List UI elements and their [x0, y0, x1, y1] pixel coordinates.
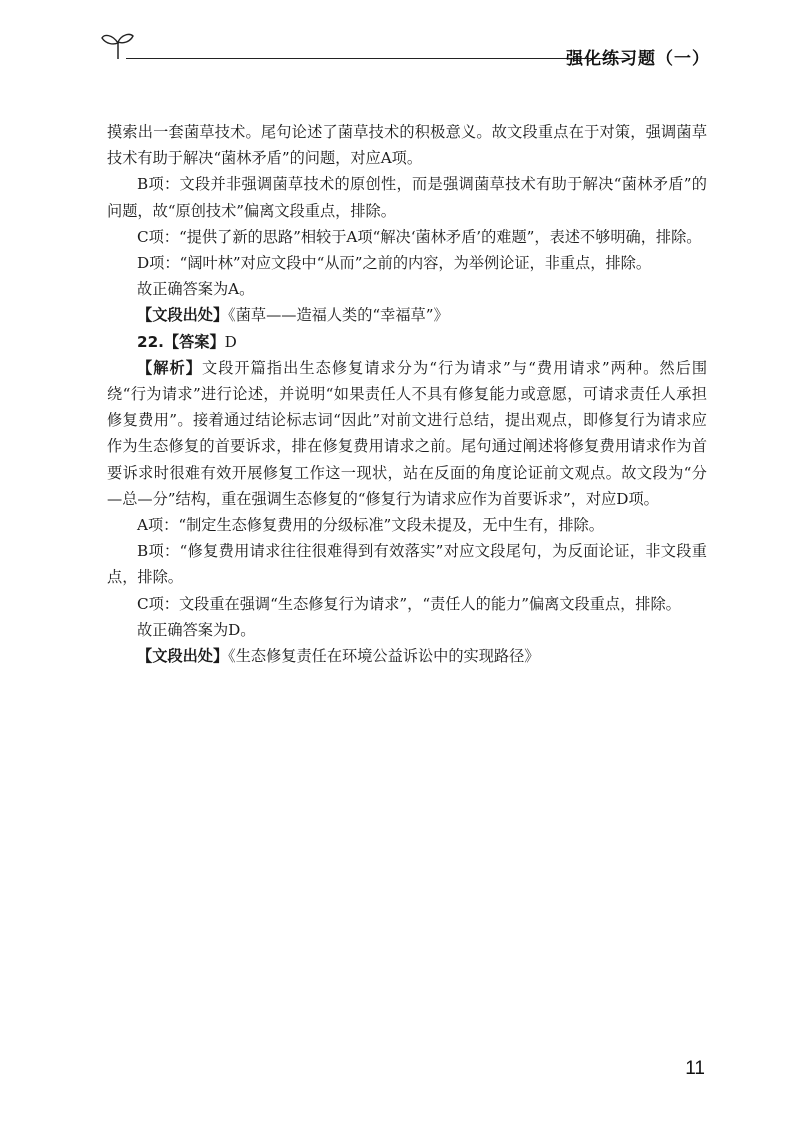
- paragraph: [107, 250, 707, 276]
- paragraph: [107, 538, 707, 590]
- paragraph: [107, 224, 707, 250]
- section-tag: 【解析】: [137, 358, 202, 377]
- paragraph-text: B项：“修复费用请求往往很难得到有效落实”对应文段尾句，为反面论证，非文段重点，排除。: [107, 542, 707, 587]
- paragraph-text: B项：文段并非强调菌草技术的原创性，而是强调菌草技术有助于解决“菌林矛盾”的问题，故“原创技术”偏离文段重点，排除。: [107, 175, 707, 220]
- paragraph-text: D: [224, 332, 237, 351]
- header-rule: [126, 58, 631, 59]
- paragraph-text: C项：文段重在强调“生态修复行为请求”，“责任人的能力”偏离文段重点，排除。: [137, 594, 681, 613]
- paragraph-text: D项：“阔叶林”对应文段中“从而”之前的内容，为举例论证，非重点，排除。: [137, 254, 652, 273]
- section-tag: 【答案】: [163, 332, 225, 351]
- paragraph-text: 《菌草——造福人类的“幸福草”》: [228, 306, 449, 325]
- header-title: 强化练习题（一）: [566, 49, 710, 69]
- page-header: [100, 30, 710, 70]
- paragraph: [107, 355, 707, 512]
- paragraph-text: A项：“制定生态修复费用的分级标准”文段未提及，无中生有，排除。: [137, 516, 604, 535]
- page-number: 11: [685, 1058, 705, 1079]
- paragraph-text: 摸索出一套菌草技术。尾句论述了菌草技术的积极意义。故文段重点在于对策，强调菌草技术有助于解决“菌林矛盾”的问题，对应A项。: [107, 123, 707, 168]
- paragraph: [107, 329, 707, 355]
- document-body: [107, 119, 707, 669]
- paragraph: [107, 171, 707, 223]
- paragraph: [107, 276, 707, 302]
- paragraph: [107, 591, 707, 617]
- sprout-icon: [100, 30, 136, 60]
- paragraph: [107, 512, 707, 538]
- paragraph-text: 文段开篇指出生态修复请求分为“行为请求”与“费用请求”两种。然后围绕“行为请求”进行论述，并说明“如果责任人不具有修复能力或意愿，可请求责任人承担修复费用”。接着通过结论标志词“因此”对前文进行总结，提出观点，即修复行为请求应作为生态修复的首要诉求，排在修复费用请求之前。尾句通过阐述将修复费用请求作为首要诉求时很难有效开展修复工作这一现状，站在反面的角度论证前文观点。故文段为“分—总—分”结构，重在强调生态修复的“修复行为请求应作为首要诉求”，对应D项。: [107, 358, 708, 508]
- question-number: 22.: [137, 332, 164, 351]
- section-tag: 【文段出处】: [137, 647, 229, 666]
- paragraph: [107, 119, 707, 171]
- paragraph-text: 故正确答案为D。: [137, 620, 256, 639]
- paragraph-text: 故正确答案为A。: [137, 280, 255, 299]
- paragraph-text: C项：“提供了新的思路”相较于A项“解决‘菌林矛盾’的难题”，表述不够明确，排除。: [137, 227, 702, 246]
- paragraph-text: 《生态修复责任在环境公益诉讼中的实现路径》: [228, 647, 540, 666]
- section-tag: 【文段出处】: [137, 306, 229, 325]
- paragraph: [107, 617, 707, 643]
- paragraph: [107, 302, 707, 328]
- paragraph: [107, 643, 707, 669]
